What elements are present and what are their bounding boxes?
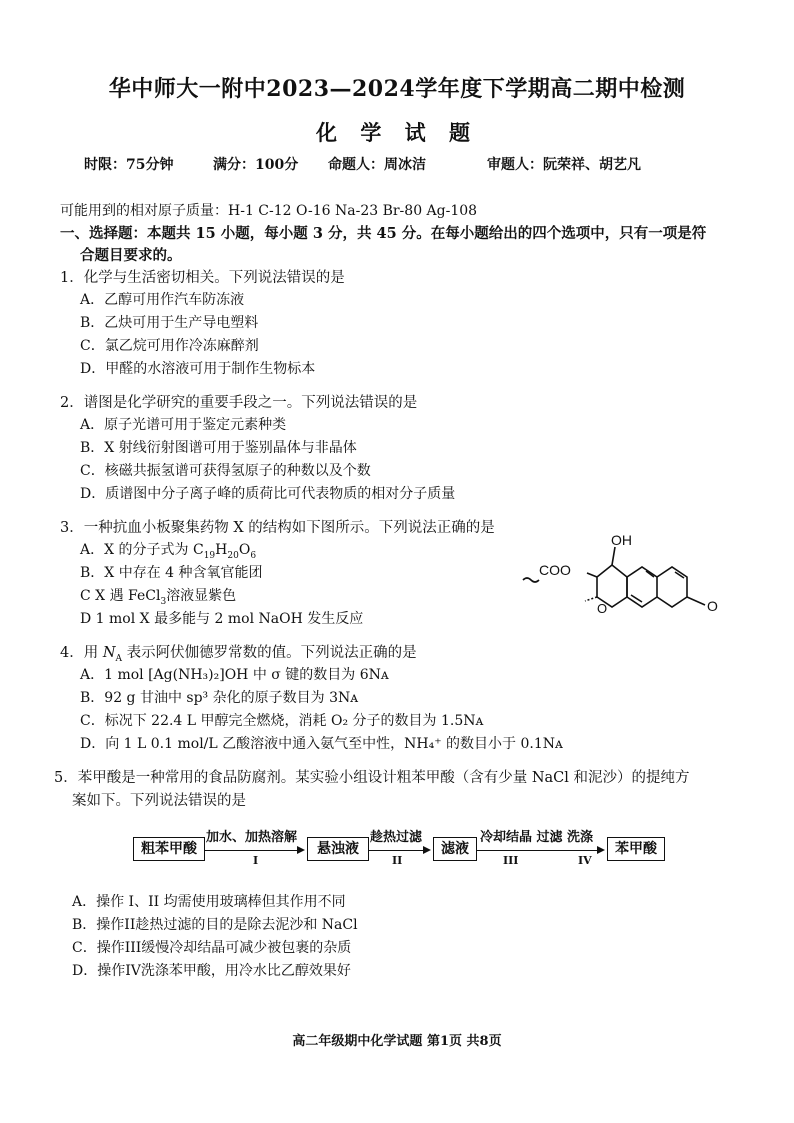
flow-step1-label: 加水、加热溶解 [206, 830, 298, 845]
q4-option-b: B．92 g 甘油中 sp³ 杂化的原子数目为 3Nᴀ [80, 690, 359, 706]
flow-step2-num: II [392, 854, 403, 867]
q5-stem-line1: 5．苯甲酸是一种常用的食品防腐剂。某实验小组设计粗苯甲酸（含有少量 NaCl 和泥沙）的提纯方 [54, 770, 690, 786]
q2-option-a: A．原子光谱可用于鉴定元素种类 [80, 417, 287, 433]
flow-arrow-2 [369, 850, 429, 851]
q3-stem: 3．一种抗血小板聚集药物 X 的结构如下图所示。下列说法正确的是 [60, 520, 495, 536]
flow-step1-num: I [253, 854, 259, 867]
q5-option-c: C．操作III缓慢冷却结晶可减少被包裹的杂质 [72, 940, 352, 956]
q3-option-d: D 1 mol X 最多能与 2 mol NaOH 发生反应 [80, 611, 364, 627]
section1-line1: 一、选择题：本题共 15 小题，每小题 3 分，共 45 分。在每小题给出的四个选项中，只有一项是符 [60, 225, 707, 242]
struct-coo-label: COO [539, 562, 571, 578]
flow-box-benzoic-acid: 苯甲酸 [607, 837, 665, 861]
q1-stem: 1．化学与生活密切相关。下列说法错误的是 [60, 270, 345, 286]
q1-option-c: C．氯乙烷可用作冷冻麻醉剂 [80, 338, 259, 354]
section1-line2: 合题目要求的。 [80, 247, 182, 264]
struct-carbonyl-o-label: O [707, 598, 718, 614]
flow-arrow-3 [477, 850, 603, 851]
molecule-x-structure [515, 525, 745, 625]
q4-stem: 4．用 $N_A$ 表示阿伏伽德罗常数的值。下列说法正确的是 [60, 645, 417, 664]
time-limit: 时限：75分钟 [84, 157, 174, 173]
q3-option-c: C X 遇 FeCl$_3$溶液显紫色 [80, 588, 237, 607]
q4-option-c: C．标况下 22.4 L 甲醇完全燃烧，消耗 O₂ 分子的数目为 1.5Nᴀ [80, 713, 484, 729]
page-footer: 高二年级期中化学试题 第1页 共8页 [292, 1034, 502, 1049]
exam-author: 命题人：周冰洁 [328, 157, 426, 173]
q3-option-a: A．X 的分子式为 $C_{19}H_{20}O_6$ [80, 542, 257, 561]
q5-option-a: A．操作 I、II 均需使用玻璃棒但其作用不同 [72, 894, 346, 910]
full-score: 满分：100分 [213, 157, 299, 173]
flow-box-filtrate: 滤液 [433, 837, 477, 861]
q1-option-a: A．乙醇可用作汽车防冻液 [80, 292, 245, 308]
struct-o-ring-label: O [597, 601, 608, 616]
flow-arrow-1 [205, 850, 303, 851]
q2-option-d: D．质谱图中分子离子峰的质荷比可代表物质的相对分子质量 [80, 486, 456, 502]
q5-option-b: B．操作II趁热过滤的目的是除去泥沙和 NaCl [72, 917, 358, 933]
q1-option-d: D．甲醛的水溶液可用于制作生物标本 [80, 361, 316, 377]
flow-step3-num: III [503, 854, 519, 867]
q4-option-a: A．1 mol [Ag(NH₃)₂]OH 中 σ 键的数目为 6Nᴀ [80, 667, 389, 683]
struct-oh-label: OH [611, 532, 632, 548]
flow-step2-label: 趁热过滤 [370, 830, 423, 845]
exam-subtitle: 化 学 试 题 [316, 120, 478, 145]
flow-box-suspension: 悬浊液 [307, 837, 369, 861]
q1-option-b: B．乙炔可用于生产导电塑料 [80, 315, 259, 331]
flow-box-crude: 粗苯甲酸 [133, 837, 205, 861]
q5-option-d: D．操作IV洗涤苯甲酸，用冷水比乙醇效果好 [72, 963, 351, 979]
flow-step3-label: 冷却结晶 过滤 洗涤 [480, 830, 594, 845]
q3-option-b: B．X 中存在 4 种含氧官能团 [80, 565, 263, 581]
exam-reviewer: 审题人：阮荣祥、胡艺凡 [487, 157, 641, 173]
q2-stem: 2．谱图是化学研究的重要手段之一。下列说法错误的是 [60, 395, 418, 411]
q4-option-d: D．向 1 L 0.1 mol/L 乙酸溶液中通入氨气至中性，NH₄⁺ 的数目小于 0.1Nᴀ [80, 736, 563, 752]
q5-stem-line2: 案如下。下列说法错误的是 [72, 793, 246, 809]
q2-option-b: B．X 射线衍射图谱可用于鉴别晶体与非晶体 [80, 440, 357, 456]
atomic-masses: 可能用到的相对原子质量：H-1 C-12 O-16 Na-23 Br-80 Ag-108 [60, 203, 478, 219]
flow-step4-num: IV [578, 854, 592, 867]
exam-title: 华中师大一附中2023—2024学年度下学期高二期中检测 [108, 76, 686, 102]
q2-option-c: C．核磁共振氢谱可获得氢原子的种数以及个数 [80, 463, 371, 479]
